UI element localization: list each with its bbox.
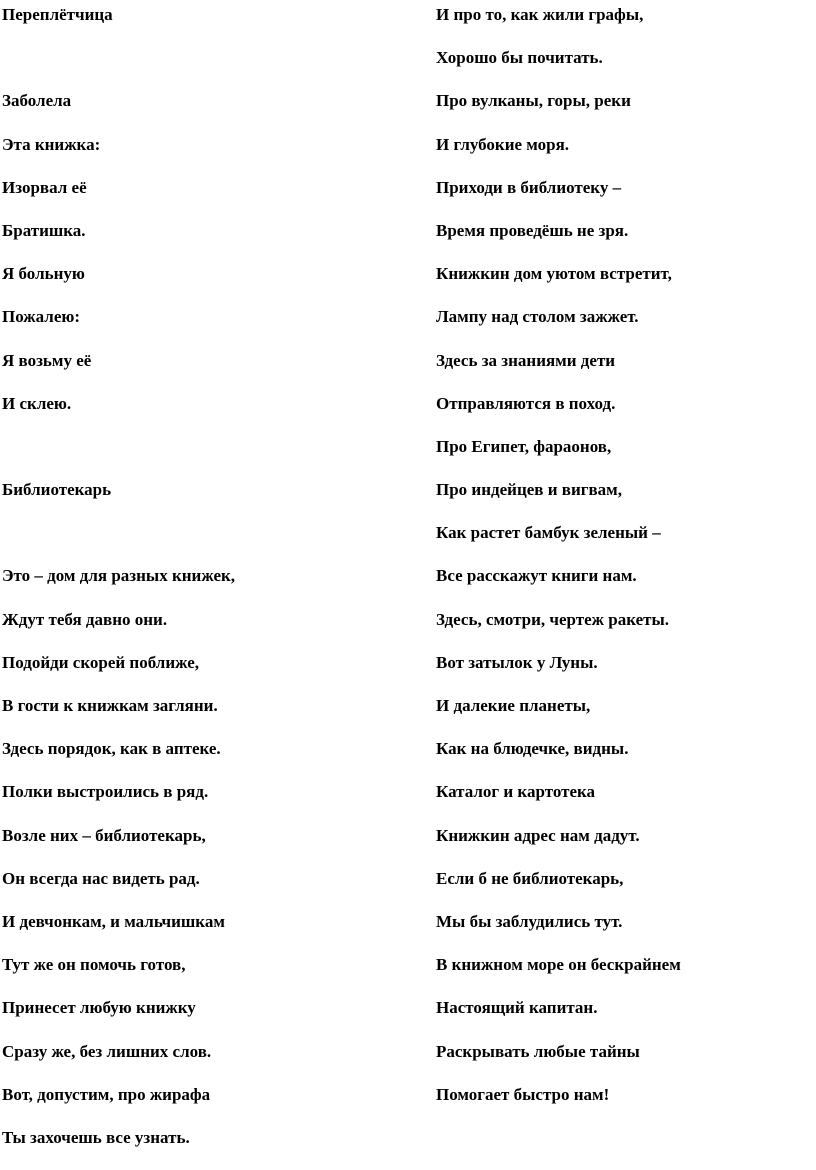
poem-line: Ты захочешь все узнать. — [2, 1127, 190, 1147]
poem-line: Про вулканы, горы, реки — [436, 91, 631, 111]
poem-line: В книжном море он бескрайнем — [436, 955, 681, 975]
poem-line: И глубокие моря. — [436, 134, 570, 154]
poem-line: Ждут тебя давно они. — [2, 609, 168, 629]
poem-line: Я больную — [2, 264, 85, 284]
poem-line: Вот затылок у Луны. — [436, 652, 598, 672]
poem-line: Эта книжка: — [2, 134, 101, 154]
poem-line: Сразу же, без лишних слов. — [2, 1041, 212, 1061]
poem-line: Полки выстроились в ряд. — [2, 782, 209, 802]
poem-line: Он всегда нас видеть рад. — [2, 868, 200, 888]
poem-line: Пожалею: — [2, 307, 81, 327]
poem-line: Мы бы заблудились тут. — [436, 911, 623, 931]
left-poem-column — [2, 4, 402, 1170]
poem-line — [2, 436, 402, 479]
poem-line: Книжкин адрес нам дадут. — [436, 825, 640, 845]
poem-line: Здесь, смотри, чертеж ракеты. — [436, 609, 670, 629]
poem-line: Каталог и картотека — [436, 782, 596, 802]
poem-line: Как на блюдечке, видны. — [436, 739, 629, 759]
poem-line: И девчонкам, и мальчишкам — [2, 911, 225, 931]
poem-line: Здесь порядок, как в аптеке. — [2, 739, 221, 759]
poem-line: Заболела — [2, 91, 72, 111]
poem-line: Подойди скорей поближе, — [2, 652, 200, 672]
poem-line: И далекие планеты, — [436, 696, 591, 715]
poem-line: Братишка. — [2, 220, 86, 240]
poem-line: Переплётчица — [2, 5, 113, 24]
poem-line: И склею. — [2, 393, 72, 413]
poem-line: Библиотекарь — [2, 480, 112, 500]
poem-line: Настоящий капитан. — [436, 998, 598, 1018]
poem-line: Принесет любую книжку — [2, 998, 196, 1018]
poem-line: Возле них – библиотекарь, — [2, 825, 206, 845]
poem-line: Это – дом для разных книжек, — [2, 566, 236, 586]
poem-line: И про то, как жили графы, — [436, 5, 644, 24]
poem-line: Здесь за знаниями дети — [436, 350, 616, 370]
poem-line: Хорошо бы почитать. — [436, 48, 603, 68]
poem-line: Раскрывать любые тайны — [436, 1041, 640, 1061]
poem-line: Книжкин дом уютом встретит, — [436, 264, 672, 284]
poem-line: Время проведёшь не зря. — [436, 220, 629, 240]
poem-line: Про индейцев и вигвам, — [436, 480, 622, 500]
poem-line — [2, 47, 402, 90]
right-poem-column — [436, 4, 814, 1127]
poem-line: Изорвал её — [2, 177, 87, 197]
poem-line: Отправляются в поход. — [436, 393, 616, 413]
poem-line — [2, 522, 402, 565]
poem-line: Все расскажут книги нам. — [436, 566, 637, 586]
poem-line: Тут же он помочь готов, — [2, 955, 186, 975]
poem-line: Приходи в библиотеку – — [436, 177, 622, 197]
poem-line: Лампу над столом зажжет. — [436, 307, 639, 327]
poem-line: Помогает быстро нам! — [436, 1084, 610, 1104]
poem-line: В гости к книжкам загляни. — [2, 696, 218, 715]
poem-line: Вот, допустим, про жирафа — [2, 1084, 211, 1104]
poem-line: Про Египет, фараонов, — [436, 436, 612, 456]
poem-line: Если б не библиотекарь, — [436, 868, 624, 888]
poem-line: Как растет бамбук зеленый – — [436, 523, 661, 543]
poem-line: Я возьму её — [2, 350, 92, 370]
